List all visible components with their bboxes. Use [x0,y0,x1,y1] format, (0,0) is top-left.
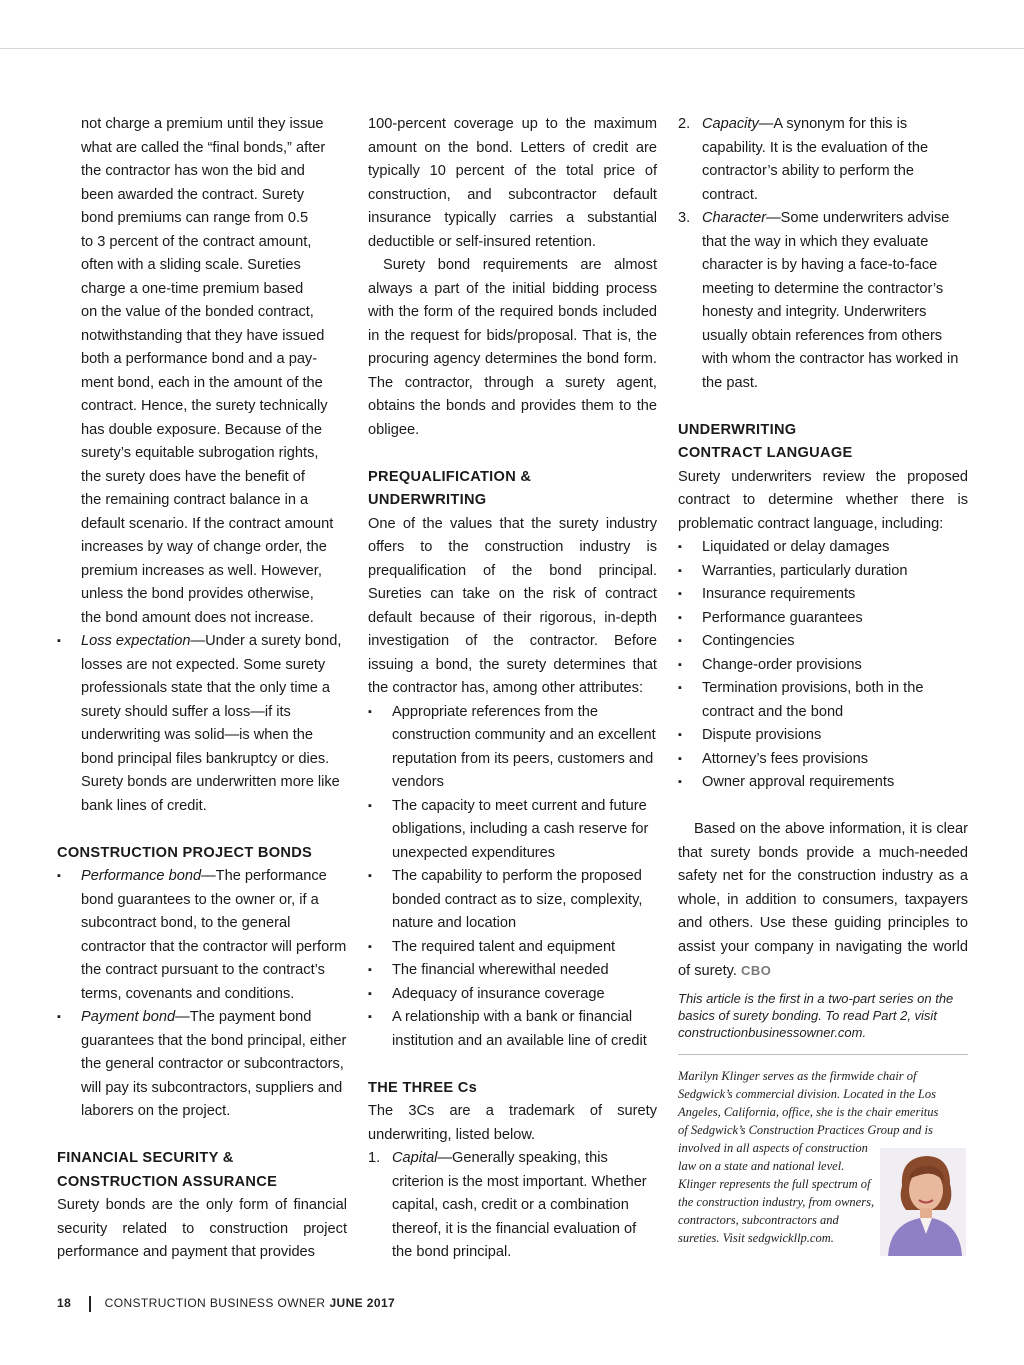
issue-date: JUNE 2017 [329,1296,396,1311]
column-middle [368,113,657,1265]
list-item: ▪ The capacity to meet current and future obligations, including a cash reserve for unexpected expenditures [368,795,657,866]
bio-line: involved in all aspects of construction [678,1140,868,1155]
end-mark-cbo: CBO [741,963,772,978]
conclusion-paragraph [678,818,968,984]
heading-underwriting: UNDERWRITING [368,492,487,508]
character-item [678,207,968,395]
performance-bond-term: Performance bond [81,868,202,884]
divider [678,1054,968,1055]
text-line: unless the bond provides otherwise, [81,586,314,602]
text-line: what are called the “final bonds,” after [81,139,326,156]
list-item: ▪ Insurance requirements [678,583,968,607]
list-item: ▪ The required talent and equipment [368,936,657,960]
text-line: been awarded the contract. Surety [81,186,305,203]
text-line: the remaining contract balance in a [81,492,309,508]
text-line: the contractor has won the bid and [81,163,305,179]
column-right [678,113,968,1247]
footer-divider [89,1296,91,1312]
text-line: the bond amount does not increase. [81,609,314,626]
payment-bond-term: Payment bond [81,1009,176,1025]
financial-security-paragraph: Surety bonds are the only form of financial security related to construction project performance and payment that provides [57,1197,347,1260]
list-item: ▪ The financial wherewithal needed [368,959,657,983]
character-text: —Some underwriters advise that the way in which they evaluate character is by having a face-to-face meeting to determine the contractor’s honesty and integrity. Underwriters usually obtain references from others with whom the contractor has worked in the past. [702,210,959,391]
loss-expectation-text: —Under a surety bond, losses are not expected. Some surety professionals state that the only time a surety should suffer a loss—if its underwriting was solid—is when the bond principal files bankruptcy or dies. Surety bonds are underwritten more like bank lines of credit. [81,633,342,814]
capital-item [368,1147,657,1265]
page-footer [57,1296,395,1312]
author-portrait-image [880,1148,966,1256]
bio-line: the construction industry, from owners, [678,1194,875,1209]
bio-line: law on a state and national level. [678,1158,845,1173]
text-line: to 3 percent of the contract amount, [81,233,312,250]
capital-term: Capital [392,1150,438,1166]
capital-text: —Generally speaking, this criterion is the most important. Whether capital, cash, credit or a combination thereof, it is the financial evaluation of the bond principal. [392,1150,647,1260]
bio-line: Angeles, California, office, she is the chair emeritus [678,1104,939,1119]
continued-paragraph [57,113,347,630]
text-line: notwithstanding that they have issued [81,327,325,344]
heading-three-cs: THE THREE Cs [368,1079,478,1096]
payment-bond-text: —The payment bond guarantees that the bond principal, either the general contractor or subcontractors, will pay its subcontractors, suppliers and laborers on the project. [81,1009,347,1119]
prequalification-paragraph: One of the values that the surety industry offers to the construction industry is prequalification of the bond principal. Sureties can take on the risk of contract default because of their rigorous, in-depth investigation of the contractor. Before issuing a bond, the surety determines that the contractor has, among other attributes: [368,515,657,696]
list-item: ▪ Performance guarantees [678,607,968,631]
text-line: bond premiums can range from 0.5 [81,210,309,226]
item-number: 2. [678,116,691,132]
capacity-text: —A synonym for this is capability. It is the evaluation of the contractor’s ability to perform the contract. [702,116,929,203]
list-item: ▪ Warranties, particularly duration [678,560,968,584]
item-number: 3. [678,210,691,226]
underwriting-paragraph: Surety underwriters review the proposed contract to determine whether there is problematic contract language, including: [678,468,968,532]
text-line: ment bond, each in the amount of the [81,374,323,391]
capacity-item [678,113,968,207]
three-cs-paragraph: The 3Cs are a trademark of surety underwriting, listed below. [368,1103,657,1143]
publication-name: CONSTRUCTION BUSINESS OWNER [104,1296,326,1311]
heading-underwriting: UNDERWRITING [678,421,797,438]
list-item: ▪ A relationship with a bank or financial institution and an available line of credit [368,1006,657,1053]
payment-bond-item [57,1006,347,1124]
text-line: the surety does have the benefit of [81,468,305,485]
list-item: ▪ Attorney’s fees provisions [678,748,968,772]
list-item: ▪ Adequacy of insurance coverage [368,983,657,1007]
bio-line: of Sedgwick’s Construction Practices Group and is [678,1122,933,1137]
list-item: ▪ Owner approval requirements [678,771,968,795]
coverage-paragraph: 100-percent coverage up to the maximum amount on the bond. Letters of credit are typically 10 percent of the total price of construction, and subcontractor default insurance typically carries a substantial deductible or self-insured retention. [368,116,657,250]
text-line: both a performance bond and a pay- [81,351,318,367]
top-header-bar [0,0,1024,49]
heading-contract-language: CONTRACT LANGUAGE [678,445,853,461]
list-item: ▪ Contingencies [678,630,968,654]
heading-prequalification: PREQUALIFICATION & [368,468,532,485]
capacity-term: Capacity [702,116,759,132]
page-number: 18 [57,1296,72,1311]
text-line: often with a sliding scale. Sureties [81,257,301,273]
conclusion-text: Based on the above information, it is clear that surety bonds provide a much-needed safety net for the construction industry as a whole, in addition to consumers, taxpayers and others. Use these guiding principles to assist your company in navigating the world of surety. [678,821,968,979]
text-line: contract. Hence, the surety technically [81,398,328,414]
heading-financial-security: FINANCIAL SECURITY & [57,1150,234,1166]
loss-expectation-term: Loss expectation [81,633,191,649]
bio-line: sureties. Visit sedgwickllp.com. [678,1230,834,1245]
item-number: 1. [368,1150,381,1166]
text-line: surety’s equitable subrogation rights, [81,445,319,461]
text-line: charge a one-time premium based [81,280,304,297]
heading-construction-project-bonds: CONSTRUCTION PROJECT BONDS [57,844,313,861]
list-item: ▪ Termination provisions, both in the contract and the bond [678,677,968,724]
bio-line: Marilyn Klinger serves as the firmwide chair of [678,1068,917,1083]
list-item: ▪ Change-order provisions [678,654,968,678]
list-item: ▪ The capability to perform the proposed bonded contract as to size, complexity, nature and location [368,865,657,936]
bio-line: Klinger represents the full spectrum of [678,1176,871,1191]
text-line: not charge a premium until they issue [81,116,324,132]
list-item: ▪ Appropriate references from the construction community and an excellent reputation from its peers, customers and vendors [368,701,657,795]
column-left [57,113,347,1265]
bio-line: Sedgwick’s commercial division. Located in the Los [678,1086,936,1101]
surety-requirements-paragraph: Surety bond requirements are almost always a part of the initial bidding process with the form of the required bonds included in the request for bids/proposal. That is, the procuring agency determines the bond form. The contractor, through a surety agent, obtains the bonds and provides them to the obligee. [368,257,657,438]
text-line: on the value of the bonded contract, [81,304,314,320]
performance-bond-text: —The performance bond guarantees to the owner or, if a subcontract bond, to the general contractor that the contractor will perform the contract pursuant to the contract’s terms, covenants and conditions. [81,868,347,1002]
text-line: has double exposure. Because of the [81,421,322,438]
text-line: premium increases as well. However, [81,562,322,579]
text-line: default scenario. If the contract amount [81,515,334,532]
bio-line: contractors, subcontractors and [678,1212,839,1227]
performance-bond-item [57,865,347,1006]
heading-construction-assurance: CONSTRUCTION ASSURANCE [57,1173,278,1190]
loss-expectation-item [57,630,347,818]
series-note: This article is the first in a two-part series on the basics of surety bonding. To read Part 2, visit constructionbusinessowner.com. [678,990,954,1040]
character-term: Character [702,210,767,226]
list-item: ▪ Liquidated or delay damages [678,536,968,560]
author-photo [880,1148,966,1256]
list-item: ▪ Dispute provisions [678,724,968,748]
text-line: increases by way of change order, the [81,539,327,555]
